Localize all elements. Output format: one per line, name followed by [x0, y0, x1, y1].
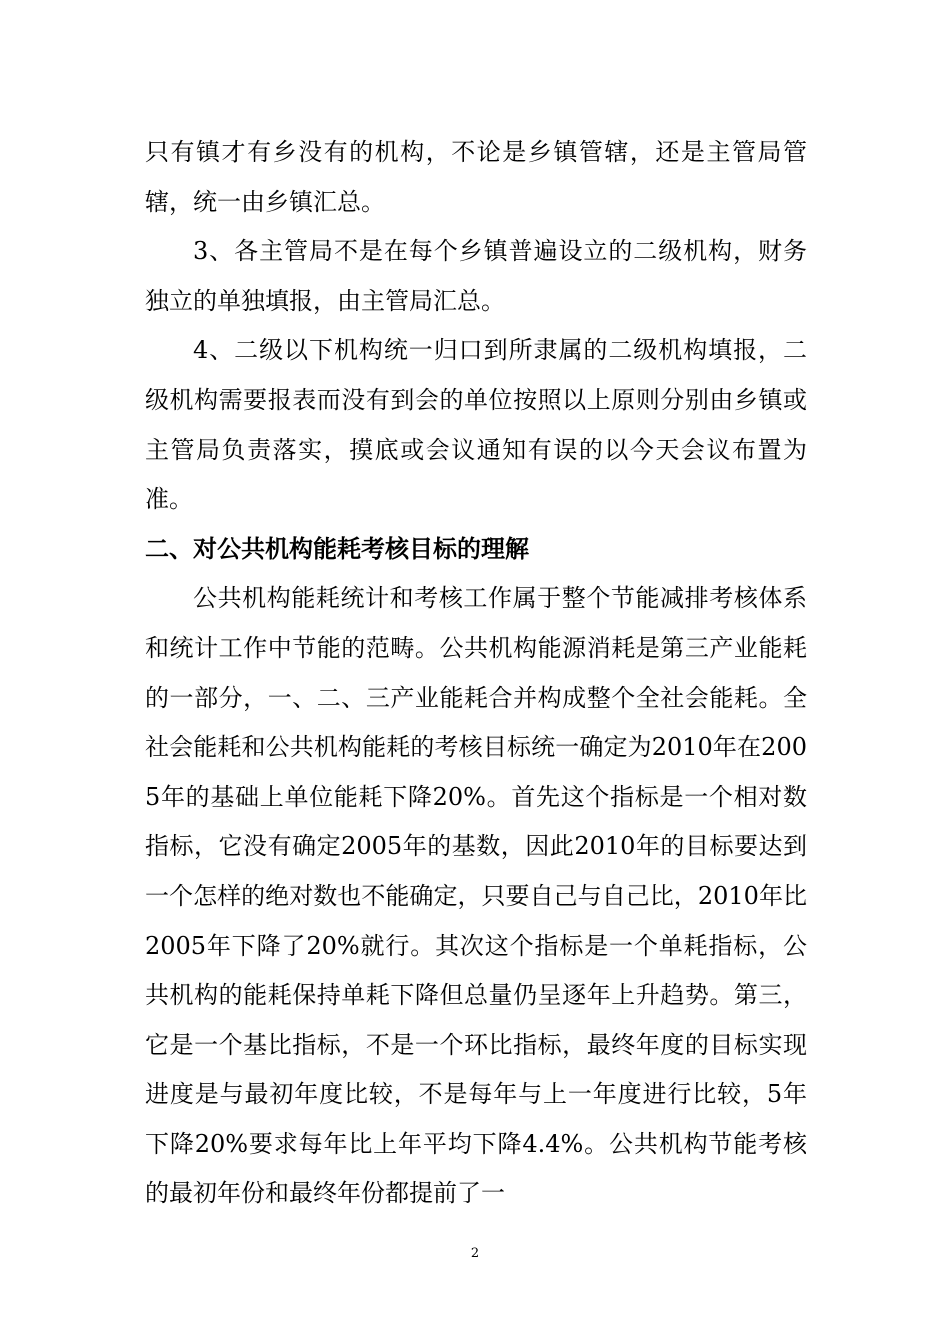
paragraph-4: 公共机构能耗统计和考核工作属于整个节能减排考核体系和统计工作中节能的范畴。公共机构能源消耗是第三产业能耗的一部分，一、二、三产业能耗合并构成整个全社会能耗。全社会能耗和公共机构能耗的考核目标统一确定为2010年在2005年的基础上单位能耗下降20%。首先这个指标是一个相对数指标，它没有确定2005年的基数，因此2010年的目标要达到一个怎样的绝对数也不能确定，只要自己与自己比，2010年比2005年下降了20%就行。其次这个指标是一个单耗指标，公共机构的能耗保持单耗下降但总量仍呈逐年上升趋势。第三，它是一个基比指标，不是一个环比指标，最终年度的目标实现进度是与最初年度比较，不是每年与上一年度进行比较，5年下降20%要求每年比上年平均下降4.4%。公共机构节能考核的最初年份和最终年份都提前了一	[145, 584, 807, 1208]
paragraph-2: 3、各主管局不是在每个乡镇普遍设立的二级机构，财务独立的单独填报，由主管局汇总。	[145, 237, 807, 315]
paragraph-1: 只有镇才有乡没有的机构，不论是乡镇管辖，还是主管局管辖，统一由乡镇汇总。	[145, 138, 807, 216]
section-heading: 二、对公共机构能耗考核目标的理解	[145, 534, 529, 563]
document-body	[145, 128, 807, 1219]
page-number: 2	[470, 1246, 480, 1261]
paragraph-3: 4、二级以下机构统一归口到所隶属的二级机构填报，二级机构需要报表而没有到会的单位按照以上原则分别由乡镇或主管局负责落实，摸底或会议通知有误的以今天会议布置为准。	[145, 336, 807, 514]
